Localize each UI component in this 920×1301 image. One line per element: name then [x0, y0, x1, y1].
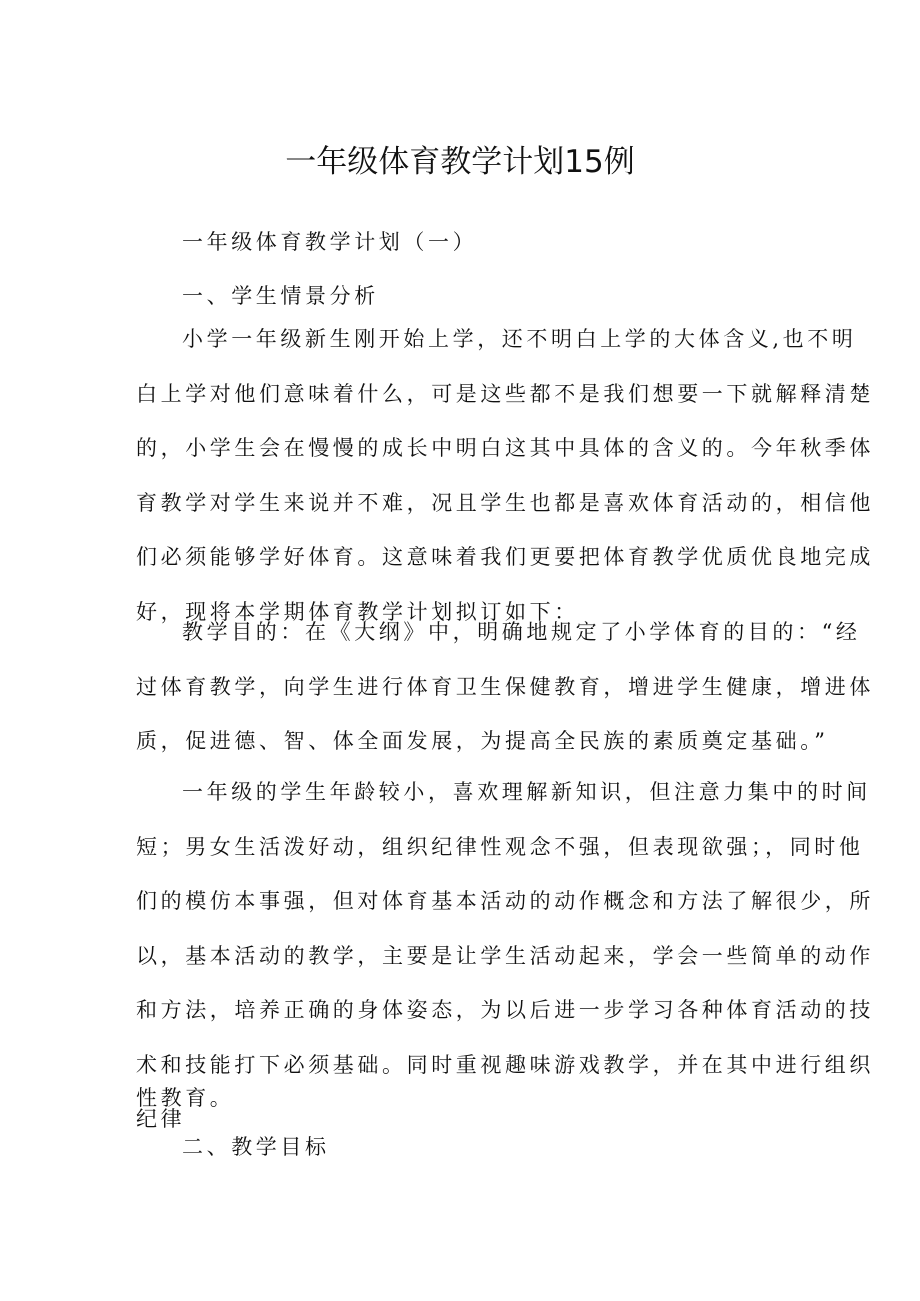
paragraph-line: 一年级的学生年龄较小，喜欢理解新知识，但注意力集中的时间 [182, 780, 871, 804]
paragraph-line: 过体育教学，向学生进行体育卫生保健教育，增进学生健康，增进体 [136, 674, 874, 699]
section-heading-student-analysis: 一、学生情景分析 [182, 284, 379, 308]
paragraph-line: 短；男女生活泼好动，组织纪律性观念不强，但表现欲强；，同时他 [136, 834, 864, 859]
paragraph-line: 术和技能打下必须基础。同时重视趣味游戏教学，并在其中进行组织 [136, 1052, 874, 1077]
paragraph-line: 小学一年级新生刚开始上学，还不明白上学的大体含义,也不明 [182, 327, 857, 351]
paragraph-line: 的，小学生会在慢慢的成长中明白这其中具体的含义的。今年秋季体 [136, 436, 874, 460]
paragraph-line: 教学目的：在《大纲》中，明确地规定了小学体育的目的：“经 [182, 620, 861, 644]
paragraph-line: 以，基本活动的教学，主要是让学生活动起来，学会一些简单的动作 [136, 943, 874, 968]
paragraph-line: 纪律 [136, 1107, 186, 1131]
paragraph-line: 们的模仿本事强，但对体育基本活动的动作概念和方法了解很少，所 [136, 889, 874, 913]
section-heading-teaching-goals: 二、教学目标 [182, 1135, 330, 1159]
paragraph-tail-line: 性教育。 [136, 1086, 235, 1110]
paragraph-line: 育教学对学生来说并不难，况且学生也都是喜欢体育活动的，相信他 [136, 490, 874, 515]
plan-subtitle: 一年级体育教学计划（一） [182, 230, 478, 254]
paragraph-line: 们必须能够学好体育。这意味着我们更要把体育教学优质优良地完成 [136, 545, 874, 569]
paragraph-line: 白上学对他们意味着什么，可是这些都不是我们想要一下就解释清楚 [136, 381, 874, 406]
document-title: 一年级体育教学计划15例 [285, 144, 635, 180]
paragraph-line: 和方法，培养正确的身体姿态，为以后进一步学习各种体育活动的技 [136, 998, 874, 1022]
paragraph-line: 好，现将本学期体育教学计划拟订如下： [136, 599, 579, 624]
paragraph-teaching-purpose [136, 605, 874, 769]
paragraph-line: 质，促进德、智、体全面发展，为提高全民族的素质奠定基础。” [136, 729, 829, 753]
paragraph-student-situation [136, 312, 874, 639]
